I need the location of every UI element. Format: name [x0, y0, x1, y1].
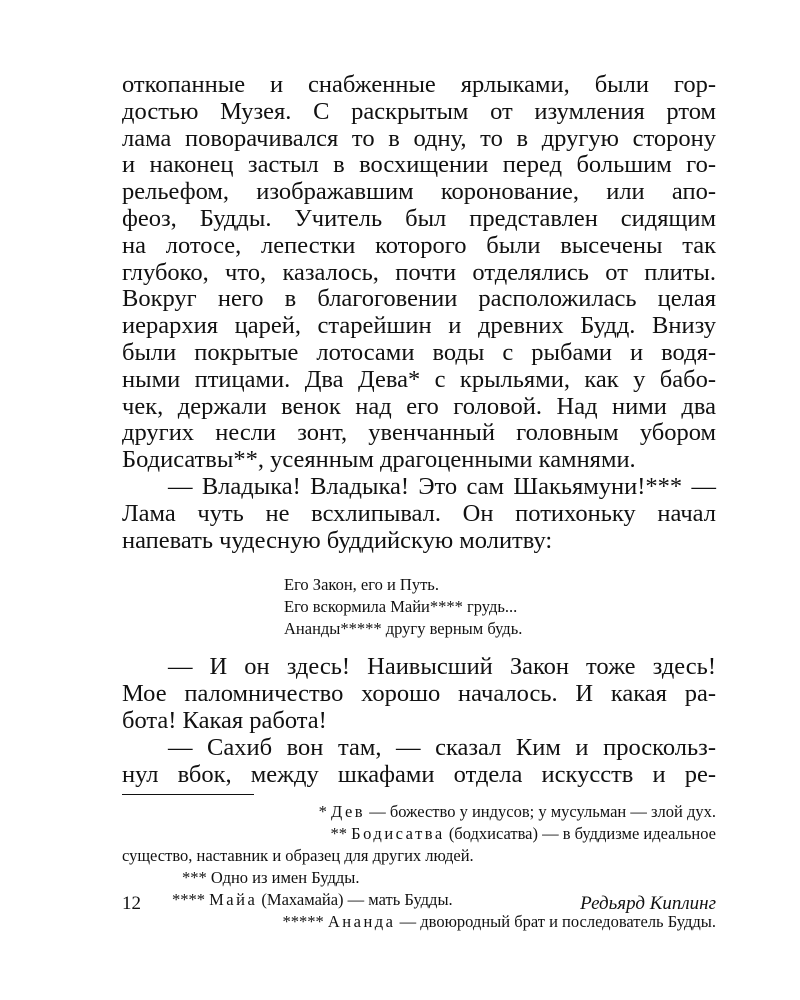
text-line: на лотосе, лепестки которого были высечены так	[122, 231, 716, 259]
footnote-mark: **	[330, 824, 348, 844]
footnote-term: Дев	[331, 802, 366, 822]
text-line: нул вбок, между шкафами отдела искусств и ре-	[122, 760, 716, 788]
text-line: бота! Какая работа!	[122, 706, 327, 734]
text-line: откопанные и снабженные ярлыками, были гор-	[122, 71, 716, 98]
text-line: достью Музея. С раскрытым от изумления ртом	[122, 97, 716, 125]
text-line: — Владыка! Владыка! Это сам Шакьямуни!*** —	[168, 472, 716, 500]
footnote-mark: *****	[282, 912, 324, 932]
footnote-term: Ананда	[327, 912, 396, 932]
verse-line: Ананды***** другу верным будь.	[284, 619, 523, 639]
verse-block	[284, 574, 716, 640]
footnote	[122, 867, 716, 889]
text-line: — И он здесь! Наивысший Закон тоже здесь!	[168, 653, 716, 681]
footnote	[122, 801, 716, 823]
footnote	[122, 823, 716, 845]
text-line: — Сахиб вон там, — сказал Ким и проскольз-	[168, 733, 716, 761]
footnote-text: Одно из имен Будды.	[210, 868, 360, 888]
text-line: Мое паломничество хорошо началось. И какая ра-	[122, 680, 716, 708]
footnote-mark: ****	[172, 890, 205, 910]
text-line: Бодисатвы**, усеянным драгоценными камнями.	[122, 446, 636, 474]
text-line: других несли зонт, увенчанный головным убором	[122, 419, 716, 447]
footnote-text: — двоюродный брат и последователь Будды.	[399, 912, 716, 932]
verse-line: Его Закон, его и Путь.	[284, 575, 439, 595]
text-line: чек, держали венок над его головой. Над ними два	[122, 392, 716, 420]
page-footer	[122, 893, 716, 915]
text-line: рельефом, изображавшим коронование, или апо-	[122, 178, 716, 206]
footnote-mark: *	[318, 802, 327, 822]
footnote-divider	[122, 794, 254, 795]
text-line: и наконец застыл в восхищении перед большим го-	[122, 151, 716, 179]
text-line: глубоко, что, казалось, почти отделялись от плиты.	[122, 258, 716, 286]
main-text-continued	[122, 654, 716, 788]
footnote-term: Бодисатва	[351, 824, 445, 844]
text-line: феоз, Будды. Учитель был представлен сидящим	[122, 204, 716, 232]
footnote-text: — божество у индусов; у мусульман — злой дух.	[369, 802, 716, 822]
footnote-mark: ***	[182, 868, 207, 888]
footnote-text: (Махамайа) — мать Будды.	[261, 890, 453, 910]
book-page	[122, 72, 716, 933]
text-line: были покрытые лотосами воды с рыбами и водя-	[122, 338, 716, 366]
text-line: ными птицами. Два Дева* с крыльями, как у бабо-	[122, 365, 716, 393]
main-text	[122, 72, 716, 554]
text-line: Лама чуть не всхлипывал. Он потихоньку начал	[122, 499, 716, 527]
text-line: лама поворачивался то в одну, то в другую сторону	[122, 124, 716, 152]
text-line: иерархия царей, старейшин и древних Будд. Внизу	[122, 312, 716, 340]
verse-line: Его вскормила Майи**** грудь...	[284, 597, 518, 617]
text-line: напевать чудесную буддийскую молитву:	[122, 526, 553, 554]
page-number: 12	[122, 893, 141, 914]
footnote-term: Майа	[209, 890, 258, 910]
text-line: Вокруг него в благоговении расположилась целая	[122, 285, 716, 313]
footnote-text: (бодхисатва) — в буддизме идеальное	[448, 824, 716, 844]
footnote-continuation: существо, наставник и образец для других людей.	[122, 846, 474, 866]
running-head: Редьярд Киплинг	[580, 893, 716, 914]
